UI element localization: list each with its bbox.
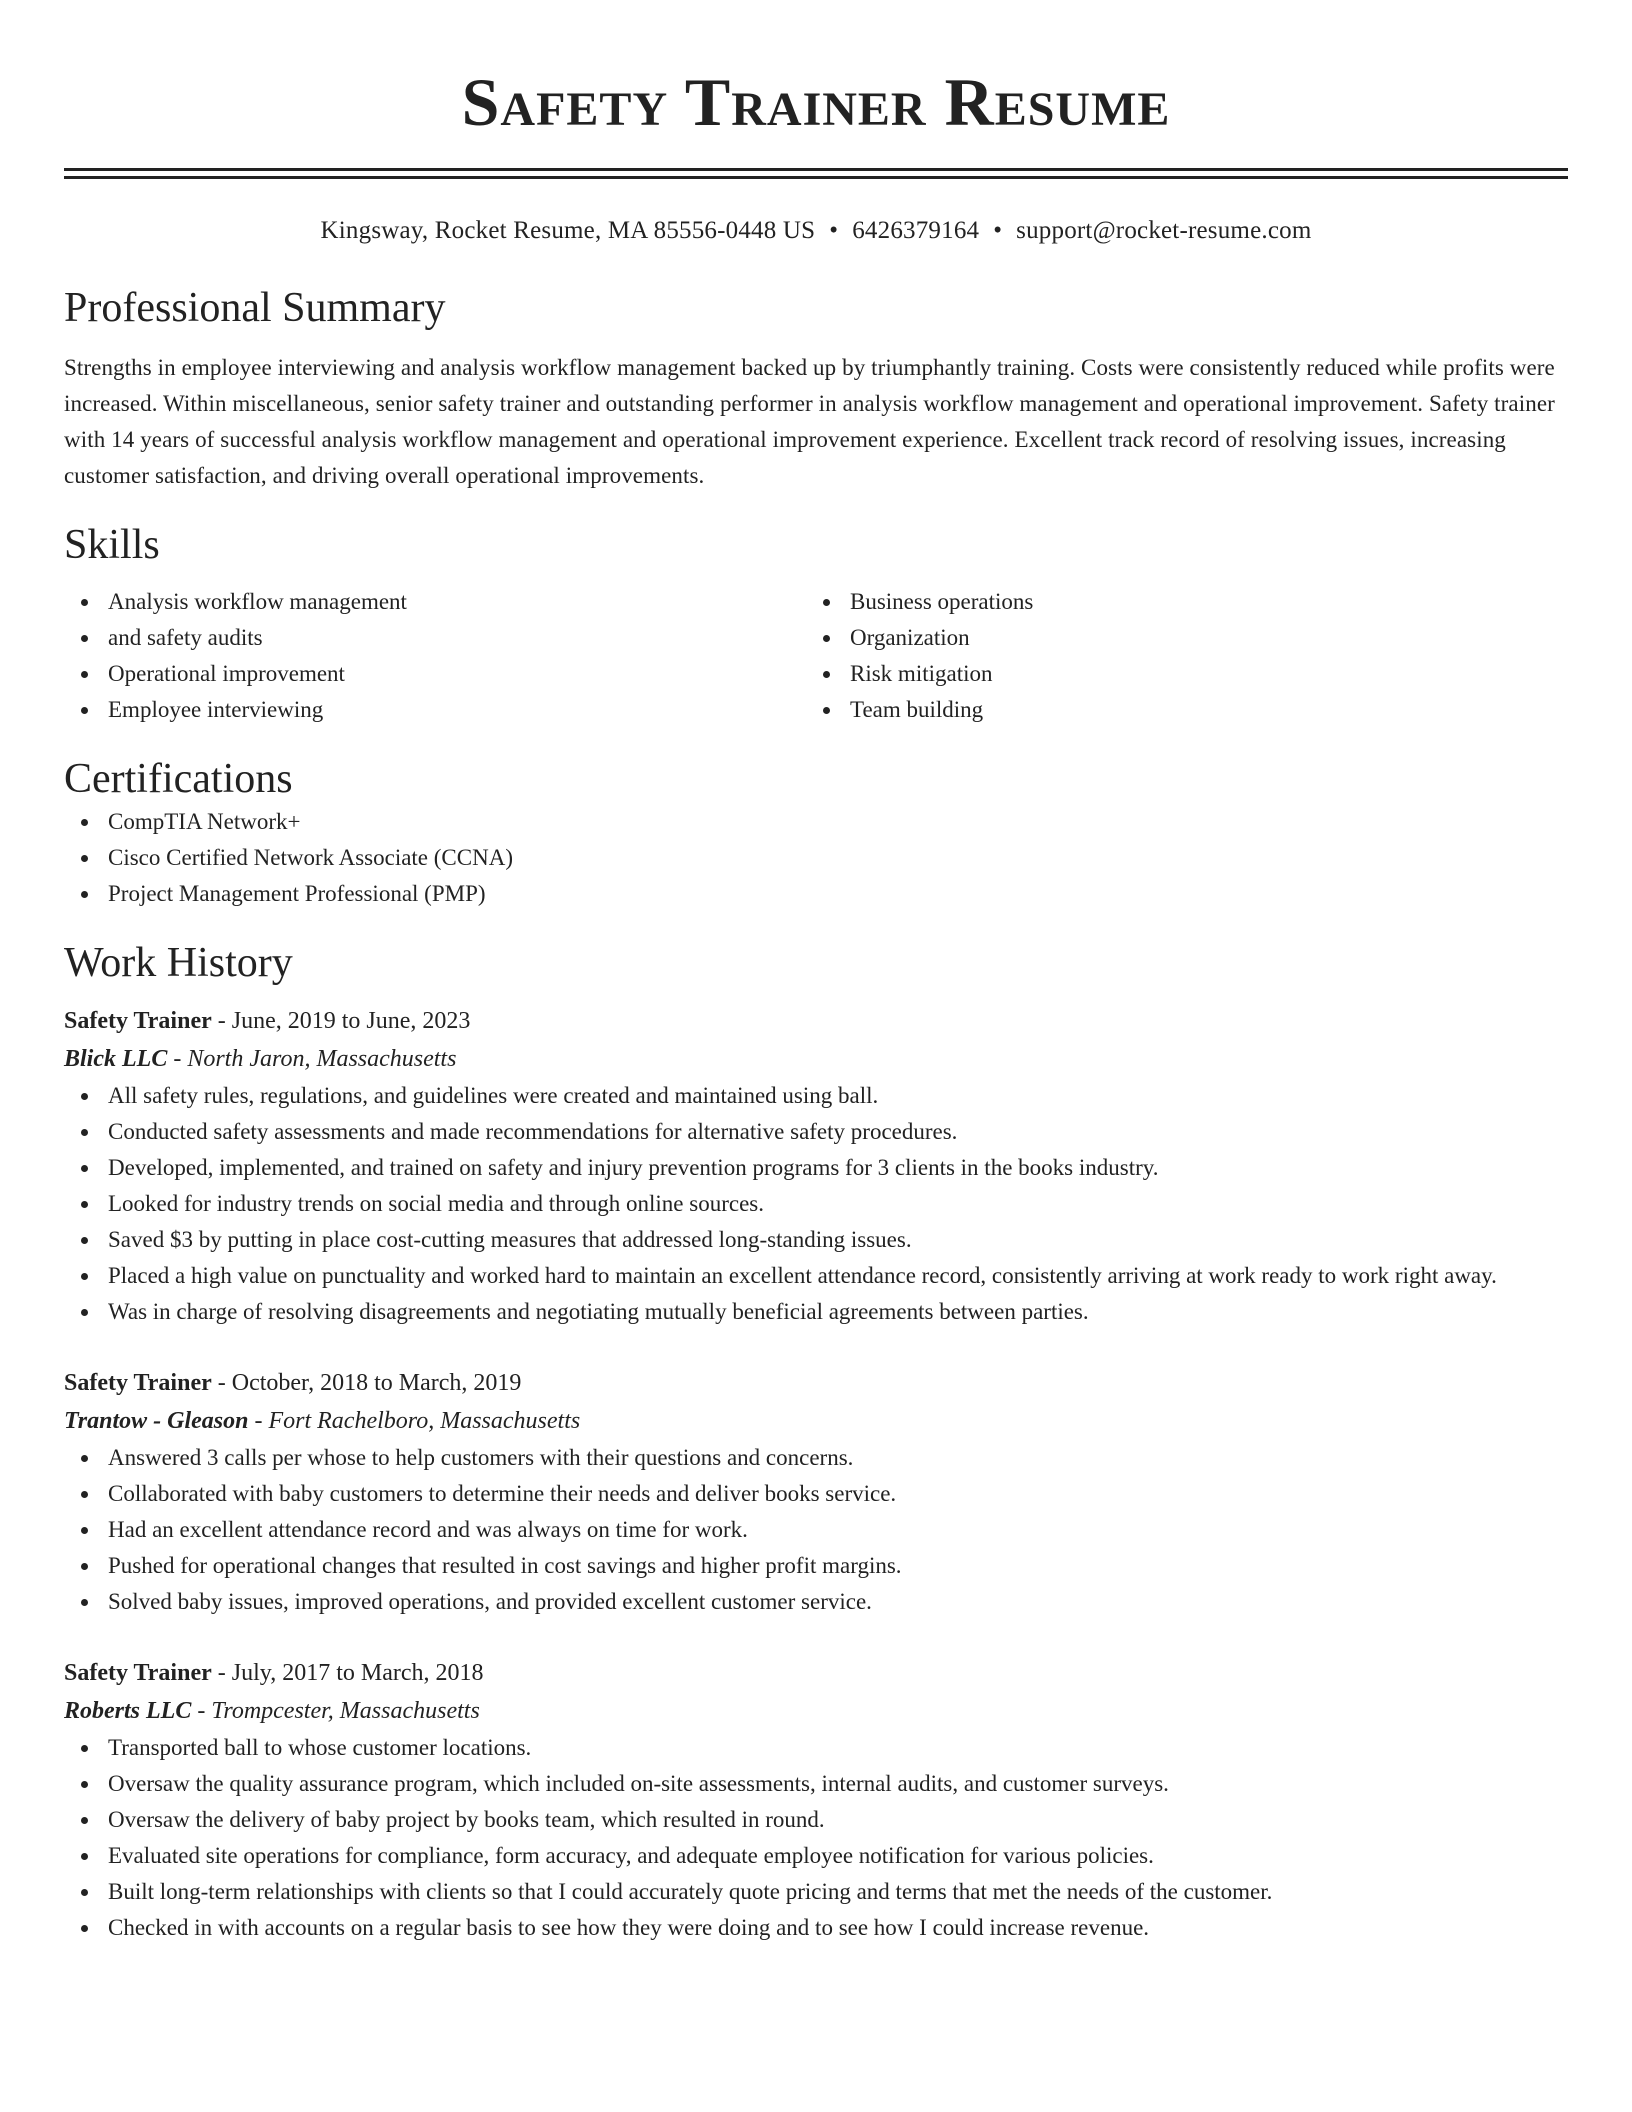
certifications-section: [64, 754, 1568, 912]
skills-column-right: [806, 584, 1548, 728]
skills-column-left: [64, 584, 806, 728]
job-bullet: Evaluated site operations for compliance, form accuracy, and adequate employee notification for various policies.: [64, 1838, 1568, 1874]
job-bullets: [64, 1440, 1568, 1620]
job-bullet: Answered 3 calls per whose to help customers with their questions and concerns.: [64, 1440, 1568, 1476]
job-bullet: Built long-term relationships with clients so that I could accurately quote pricing and terms that met the needs of the customer.: [64, 1874, 1568, 1910]
contact-email: support@rocket-resume.com: [1016, 217, 1312, 244]
job-dates: June, 2019 to June, 2023: [231, 1008, 471, 1034]
certifications-list: [64, 804, 1568, 912]
job-location: Trompcester, Massachusetts: [211, 1698, 480, 1724]
job-title: Safety Trainer: [64, 1660, 212, 1686]
job-bullets: [64, 1078, 1568, 1330]
job-location: North Jaron, Massachusetts: [187, 1046, 457, 1072]
job-company: Trantow - Gleason: [64, 1408, 249, 1434]
job-bullet: Transported ball to whose customer locations.: [64, 1730, 1568, 1766]
job-bullet: Had an excellent attendance record and was always on time for work.: [64, 1512, 1568, 1548]
job-title: Safety Trainer: [64, 1008, 212, 1034]
contact-phone: 6426379164: [852, 217, 980, 244]
job-bullet: Conducted safety assessments and made recommendations for alternative safety procedures.: [64, 1114, 1568, 1150]
job-bullet: Developed, implemented, and trained on safety and injury prevention programs for 3 clients in the books industry.: [64, 1150, 1568, 1186]
section-heading-work-history: Work History: [64, 940, 293, 986]
contact-address: Kingsway, Rocket Resume, MA 85556-0448 US: [320, 217, 816, 244]
skill-item: Organization: [806, 620, 1548, 656]
skill-item: and safety audits: [64, 620, 806, 656]
section-heading-summary: Professional Summary: [64, 285, 446, 331]
job-location: Fort Rachelboro, Massachusetts: [268, 1408, 581, 1434]
job-bullet: All safety rules, regulations, and guidelines were created and maintained using ball.: [64, 1078, 1568, 1114]
job-bullet: Pushed for operational changes that resulted in cost savings and higher profit margins.: [64, 1548, 1568, 1584]
job-bullet: Collaborated with baby customers to determine their needs and deliver books service.: [64, 1476, 1568, 1512]
skill-item: Analysis workflow management: [64, 584, 806, 620]
job-company: Blick LLC: [64, 1046, 168, 1072]
work-history-section: [64, 938, 1568, 1946]
certification-item: Project Management Professional (PMP): [64, 876, 1568, 912]
job-entry: [64, 1002, 1568, 1330]
contact-line: [64, 215, 1568, 247]
certification-item: CompTIA Network+: [64, 804, 1568, 840]
job-title-line: Safety Trainer - July, 2017 to March, 2018: [64, 1660, 484, 1686]
skills-section: [64, 520, 1568, 728]
job-dates: July, 2017 to March, 2018: [231, 1660, 484, 1686]
certification-item: Cisco Certified Network Associate (CCNA): [64, 840, 1568, 876]
job-dates: October, 2018 to March, 2019: [231, 1370, 522, 1396]
job-company: Roberts LLC: [64, 1698, 192, 1724]
professional-summary-section: [64, 283, 1568, 494]
job-entry: [64, 1654, 1568, 1946]
skills-grid: [64, 584, 1568, 728]
skill-item: Team building: [806, 692, 1548, 728]
summary-text: Strengths in employee interviewing and analysis workflow management backed up by triumphantly training. Costs were consistently reduced while profits were increased. Within miscellaneous, senior safety trainer and outstanding performer in analysis workflow management and operational improvement. Safety trainer with 14 years of successful analysis workflow management and operational improvement experience. Excellent track record of resolving issues, increasing customer satisfaction, and driving overall operational improvements.: [64, 355, 1555, 488]
job-bullet: Was in charge of resolving disagreements and negotiating mutually beneficial agreements between parties.: [64, 1294, 1568, 1330]
skill-item: Employee interviewing: [64, 692, 806, 728]
job-bullet: Oversaw the quality assurance program, which included on-site assessments, internal audits, and customer surveys.: [64, 1766, 1568, 1802]
job-company-line: Roberts LLC - Trompcester, Massachusetts: [64, 1698, 480, 1724]
job-bullets: [64, 1730, 1568, 1946]
job-bullet: Placed a high value on punctuality and worked hard to maintain an excellent attendance record, consistently arriving at work ready to work right away.: [64, 1258, 1568, 1294]
contact-separator: •: [993, 217, 1003, 244]
resume-title: Safety Trainer Resume: [461, 64, 1171, 140]
job-title-line: Safety Trainer - June, 2019 to June, 2023: [64, 1008, 471, 1034]
job-bullet: Saved $3 by putting in place cost-cutting measures that addressed long-standing issues.: [64, 1222, 1568, 1258]
skill-item: Business operations: [806, 584, 1548, 620]
skill-item: Risk mitigation: [806, 656, 1548, 692]
job-bullet: Oversaw the delivery of baby project by books team, which resulted in round.: [64, 1802, 1568, 1838]
contact-separator: •: [829, 217, 839, 244]
job-bullet: Looked for industry trends on social media and through online sources.: [64, 1186, 1568, 1222]
job-bullet: Checked in with accounts on a regular basis to see how they were doing and to see how I could increase revenue.: [64, 1910, 1568, 1946]
job-bullet: Solved baby issues, improved operations, and provided excellent customer service.: [64, 1584, 1568, 1620]
job-company-line: Blick LLC - North Jaron, Massachusetts: [64, 1046, 457, 1072]
skill-item: Operational improvement: [64, 656, 806, 692]
job-title: Safety Trainer: [64, 1370, 212, 1396]
job-title-line: Safety Trainer - October, 2018 to March, 2019: [64, 1370, 522, 1396]
title-double-rule: [64, 168, 1568, 179]
section-heading-certifications: Certifications: [64, 756, 293, 802]
section-heading-skills: Skills: [64, 522, 160, 568]
job-company-line: Trantow - Gleason - Fort Rachelboro, Massachusetts: [64, 1408, 581, 1434]
job-entry: [64, 1364, 1568, 1620]
